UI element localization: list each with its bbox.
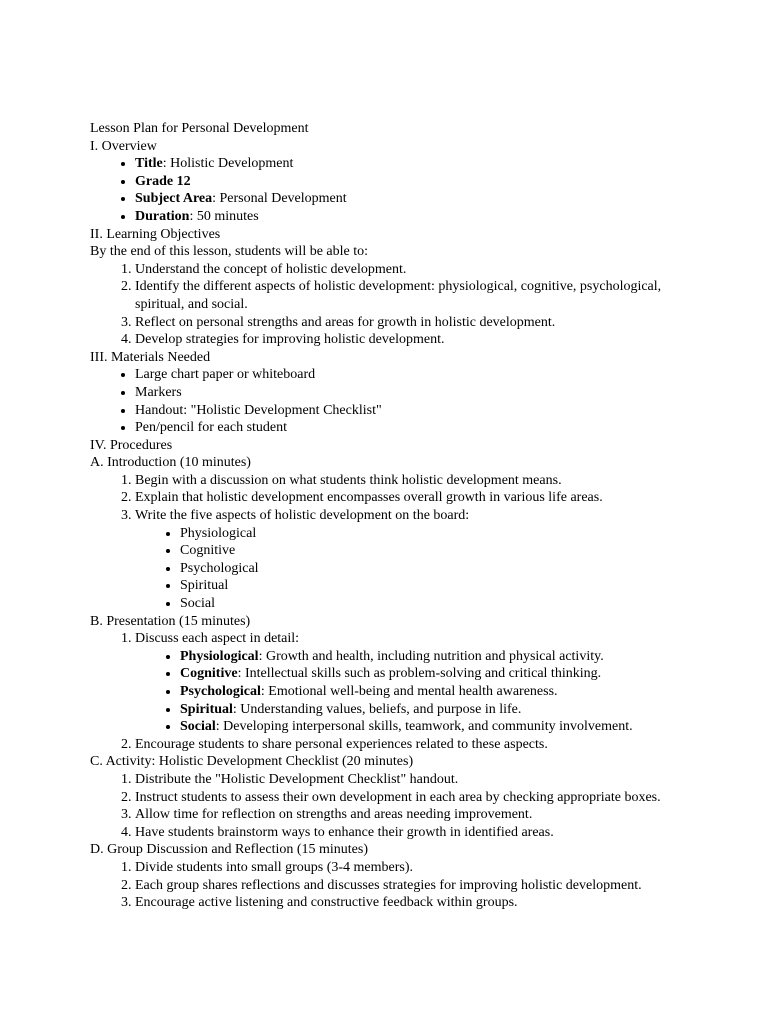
presentation-item-text: Discuss each aspect in detail: [135,631,300,647]
presentation-list [90,630,710,753]
materials-list [90,366,710,436]
overview-item-label: Grade 12 [135,173,191,189]
activity-item: 4. Have students brainstorm ways to enhance their growth in identified areas. [135,824,710,842]
activity-item: 1. Distribute the "Holistic Development Checklist" handout. [135,771,710,789]
discussion-item: 3. Encourage active listening and constructive feedback within groups. [135,894,710,912]
overview-item [135,208,710,226]
introduction-item: 2. Explain that holistic development encompasses overall growth in various life areas. [135,489,710,507]
objective-item: 4. Develop strategies for improving holistic development. [135,331,710,349]
activity-list [90,771,710,841]
aspect-detail-text: : Developing interpersonal skills, teamwork, and community involvement. [215,719,633,735]
aspect-item: • Physiological [180,525,710,543]
material-item: • Large chart paper or whiteboard [135,366,710,384]
activity-item: 3. Allow time for reflection on strengths and areas needing improvement. [135,806,710,824]
aspect-detail-text: : Emotional well-being and mental health awareness. [260,684,558,699]
discussion-list [90,859,710,912]
introduction-list [90,472,710,613]
material-item: • Markers [135,384,710,402]
aspect-detail-label: Psychological [180,684,261,699]
aspect-detail-text: : Understanding values, beliefs, and purpose in life. [232,701,522,717]
activity-heading: C. Activity: Holistic Development Checklist (20 minutes) [90,754,414,770]
materials-heading: III. Materials Needed [90,349,211,365]
aspect-detail-item [180,718,710,736]
discussion-item: 1. Divide students into small groups (3-4 members). [135,859,710,877]
overview-item-label: Title [135,156,163,172]
aspect-item: • Social [180,595,710,613]
overview-item-text: : 50 minutes [189,208,259,224]
aspect-item: • Cognitive [180,542,710,560]
objectives-intro: By the end of this lesson, students will be able to: [90,244,369,260]
discussion-item: 2. Each group shares reflections and discusses strategies for improving holistic development. [135,877,710,895]
overview-item-text: : Personal Development [212,191,347,207]
document-body [90,120,710,912]
procedures-heading: IV. Procedures [90,437,173,453]
aspect-detail-item [180,648,710,666]
objectives-heading: II. Learning Objectives [90,226,221,242]
introduction-item [135,507,710,613]
aspect-detail-item [180,701,710,719]
material-item: • Pen/pencil for each student [135,419,710,437]
aspect-detail-label: Physiological [180,648,259,664]
presentation-item [135,630,710,736]
objective-item: 1. Understand the concept of holistic development. [135,261,710,279]
material-item: • Handout: "Holistic Development Checklist" [135,402,710,420]
aspect-detail-label: Social [180,719,216,735]
aspect-detail-label: Cognitive [180,666,238,682]
objectives-list [90,261,710,349]
objective-item: 3. Reflect on personal strengths and areas for growth in holistic development. [135,314,710,332]
activity-item: 2. Instruct students to assess their own development in each area by checking appropriate boxes. [135,789,710,807]
aspect-detail-text: : Growth and health, including nutrition and physical activity. [258,648,604,664]
introduction-item-text: Write the five aspects of holistic development on the board: [135,508,470,524]
aspect-details-list [135,648,710,736]
aspect-detail-item [180,665,710,683]
presentation-heading: B. Presentation (15 minutes) [90,613,251,629]
overview-item [135,155,710,173]
overview-item [135,190,710,208]
overview-heading: I. Overview [90,138,157,154]
overview-list [90,155,710,225]
presentation-item: 2. Encourage students to share personal experiences related to these aspects. [135,736,710,754]
aspect-detail-item [180,683,710,701]
aspect-detail-text: : Intellectual skills such as problem-solving and critical thinking. [237,666,602,682]
overview-item [135,173,710,191]
introduction-item: 1. Begin with a discussion on what students think holistic development means. [135,472,710,490]
overview-item-label: Duration [135,208,190,224]
objective-item: 2. Identify the different aspects of holistic development: physiological, cognitive, psychological, spiritual, and social. [135,278,710,313]
discussion-heading: D. Group Discussion and Reflection (15 minutes) [90,842,369,858]
aspect-item: • Psychological [180,560,710,578]
aspect-detail-label: Spiritual [180,701,233,717]
overview-item-label: Subject Area [135,191,213,207]
aspects-list [135,525,710,613]
introduction-heading: A. Introduction (10 minutes) [90,455,251,471]
overview-item-text: : Holistic Development [162,156,294,172]
aspect-item: • Spiritual [180,577,710,595]
document-title: Lesson Plan for Personal Development [90,121,309,136]
